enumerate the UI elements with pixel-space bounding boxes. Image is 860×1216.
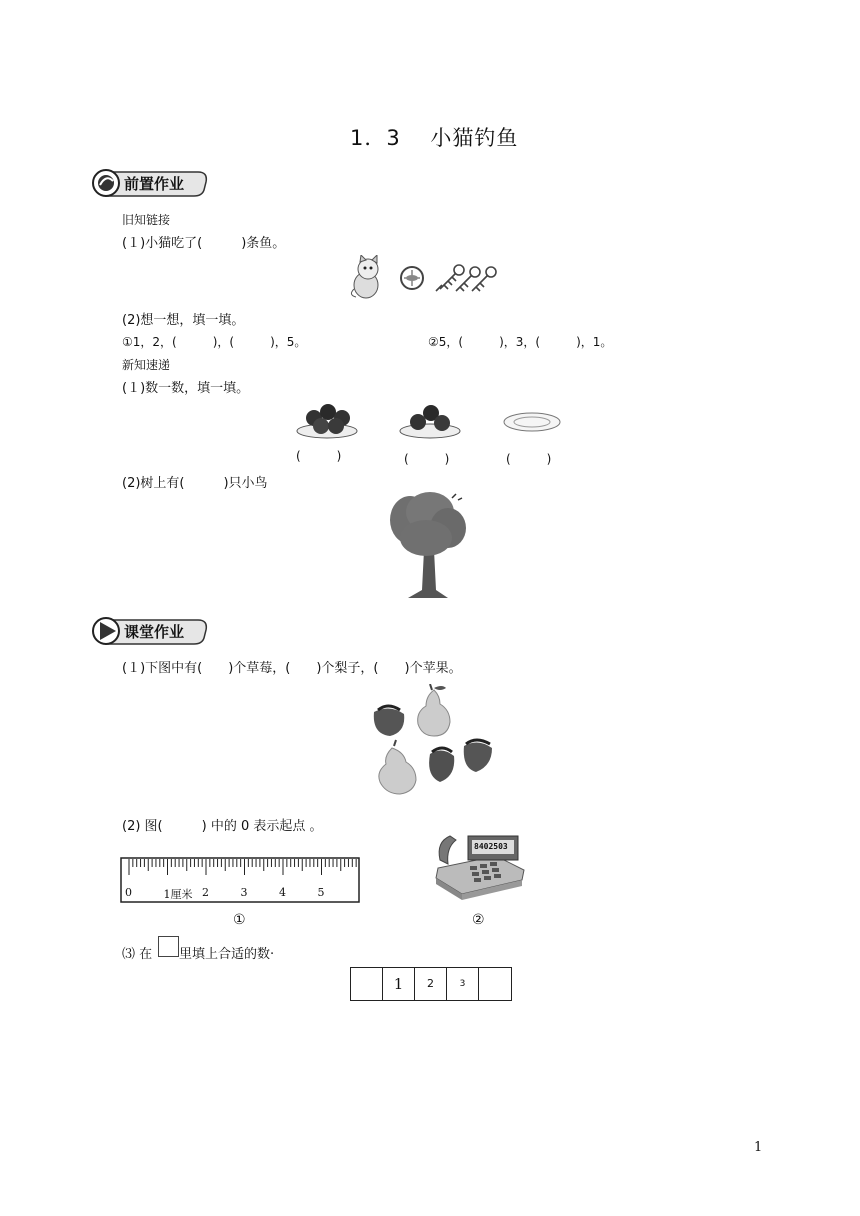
number-row: [350, 967, 512, 1001]
subheading-new-knowledge: 新知速递: [122, 358, 171, 372]
section-header-classwork: [90, 616, 210, 646]
ruler-label: 5: [317, 886, 325, 899]
figure-label-1: ①: [233, 912, 246, 928]
sequence-b: ②5，( )，3，( )，1。: [428, 335, 613, 349]
question-zero-start: (2) 图( ) 中的 0 表示起点 。: [122, 819, 323, 834]
ruler-label: 1厘米: [163, 888, 193, 901]
strawberry-icon: [374, 706, 404, 736]
sequence-a: ①1，2，( )，( )，5。: [122, 335, 307, 349]
number-cell: 1: [383, 968, 415, 1000]
ruler-label: 0: [125, 886, 132, 899]
strawberry-icon: [429, 748, 454, 782]
plate-with-apples-3: [400, 405, 460, 438]
question-fill-numbers-prefix: ⑶ 在: [122, 947, 153, 962]
empty-plate: [504, 413, 560, 431]
question-fill-numbers-suffix: 里填上合适的数·: [179, 947, 275, 962]
page-title: 1．3 小猫钓鱼: [350, 126, 519, 150]
pear-icon: [379, 740, 416, 794]
ruler-label: 2: [202, 886, 209, 899]
ruler-label: 4: [279, 886, 286, 899]
telephone-illustration: [432, 832, 526, 904]
phone-display-number: 8402503: [474, 842, 508, 851]
plates-illustration: [296, 398, 566, 444]
plate-with-apples-5: [297, 404, 357, 438]
question-birds: (2)树上有( )只小鸟: [122, 476, 268, 491]
plate-blank-3[interactable]: ( ): [506, 452, 552, 466]
number-cell-empty[interactable]: [479, 968, 510, 1000]
tree-icon: [386, 490, 472, 600]
number-cell-empty[interactable]: [351, 968, 383, 1000]
question-fruit-count: (１)下图中有( )个草莓，( )个梨子，( )个苹果。: [122, 661, 462, 676]
section-header-label: 前置作业: [124, 175, 185, 193]
cat-icon: [348, 255, 508, 301]
page-number: 1: [754, 1140, 763, 1155]
question-fill-in: (2)想一想，填一填。: [122, 313, 245, 328]
fish-bowl-icon: [401, 267, 423, 289]
strawberry-icon: [464, 740, 492, 772]
cat-and-fish-illustration: [348, 255, 508, 301]
plate-blank-2[interactable]: ( ): [404, 452, 450, 466]
number-cell: 3: [447, 968, 479, 1000]
number-cell: 2: [415, 968, 447, 1000]
ruler-label: 3: [240, 886, 248, 899]
empty-box-icon: [158, 936, 179, 957]
question-count: (１)数一数，填一填。: [122, 381, 250, 396]
plate-blank-1[interactable]: ( ): [296, 449, 342, 463]
question-cat-fish: (１)小猫吃了( )条鱼。: [122, 236, 286, 251]
section-header-label: 课堂作业: [124, 623, 185, 641]
figure-label-2: ②: [472, 912, 485, 928]
fruit-illustration: [368, 684, 498, 796]
tree-illustration: [386, 490, 472, 600]
pear-icon: [418, 684, 450, 736]
subheading-old-knowledge: 旧知链接: [122, 213, 171, 227]
fish-bones-icon: [436, 265, 496, 291]
section-header-preview: [90, 168, 210, 198]
ruler-illustration: [120, 856, 360, 906]
